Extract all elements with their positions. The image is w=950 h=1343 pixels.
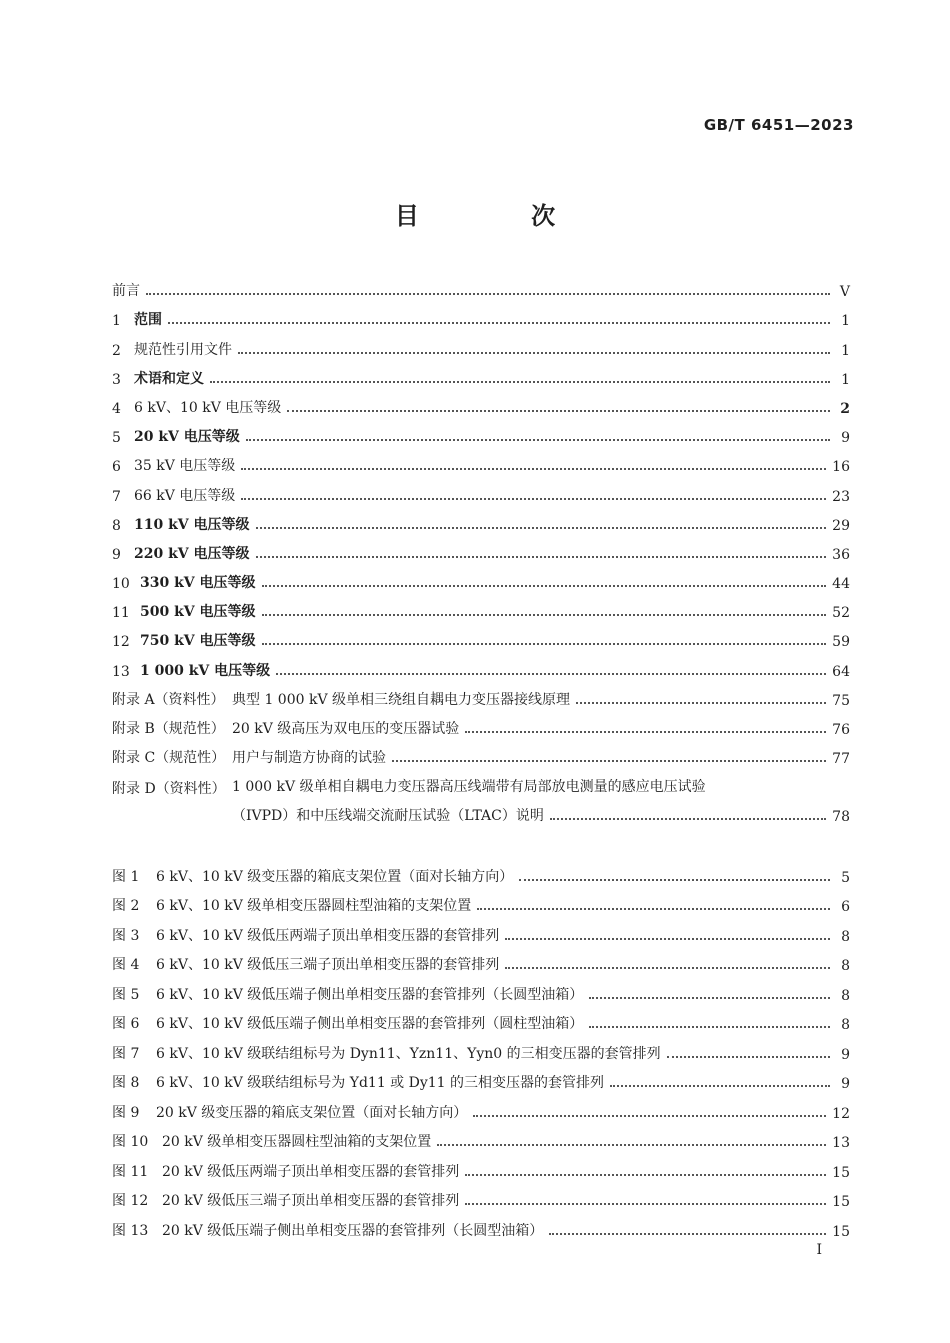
toc-entry-6[interactable]: [112, 446, 850, 475]
toc-entry-page: 44: [832, 576, 850, 593]
leader-dots: [473, 1115, 826, 1117]
leader-dots: [238, 352, 830, 354]
toc-entry-4[interactable]: [112, 388, 850, 417]
figure-label: 6 kV、10 kV 级联结组标号为 Dyn11、Yzn11、Yyn0 的三相变压器的套管排列: [156, 1045, 661, 1062]
toc-chapters: [112, 271, 850, 825]
figure-number: 图 8: [112, 1075, 140, 1091]
toc-entry-number: 3: [112, 371, 121, 388]
toc-entry-5[interactable]: [112, 417, 850, 446]
toc-entry-number: 6: [112, 459, 121, 476]
toc-entry-number: 7: [112, 488, 121, 505]
toc-entry-page: 16: [832, 459, 850, 476]
figure-page: 8: [841, 987, 850, 1004]
toc-entry-label: 220 kV 电压等级: [134, 545, 250, 562]
toc-entry-page: 1: [841, 313, 850, 330]
toc-figure-8[interactable]: [112, 1063, 850, 1093]
toc-appendix-c[interactable]: [112, 738, 850, 767]
figure-label: 6 kV、10 kV 级变压器的箱底支架位置（面对长轴方向）: [156, 868, 514, 885]
toc-entry-number: 8: [112, 517, 121, 534]
figure-page: 15: [832, 1164, 850, 1181]
figure-label: 6 kV、10 kV 级低压两端子顶出单相变压器的套管排列: [156, 927, 500, 944]
toc-entry-label: 术语和定义: [134, 370, 204, 387]
toc-entry-9[interactable]: [112, 534, 850, 563]
toc-appendix-b[interactable]: [112, 709, 850, 738]
document-code: GB/T 6451—2023: [703, 116, 854, 134]
leader-dots: [146, 293, 830, 295]
figure-label: 6 kV、10 kV 级联结组标号为 Yd11 或 Dy11 的三相变压器的套管排列: [156, 1075, 605, 1091]
figure-label: 20 kV 级低压两端子顶出单相变压器的套管排列: [162, 1163, 460, 1180]
appendix-number: 附录 C（规范性）: [112, 750, 226, 767]
toc-entry-number: 13: [112, 663, 130, 680]
appendix-label: 典型 1 000 kV 级单相三绕组自耦电力变压器接线原理: [232, 691, 571, 708]
leader-dots: [287, 410, 830, 412]
toc-entry-page: 52: [832, 605, 850, 622]
toc-entry-number: 11: [112, 605, 130, 622]
figure-number: 图 10: [112, 1134, 149, 1150]
leader-dots: [241, 468, 826, 470]
toc-figure-10[interactable]: [112, 1122, 850, 1152]
figure-page: 13: [832, 1135, 850, 1151]
leader-dots: [549, 1233, 826, 1235]
toc-entry-label: 20 kV 电压等级: [134, 429, 240, 446]
toc-entry-label: 6 kV、10 kV 电压等级: [134, 399, 282, 416]
appendix-page: 78: [832, 809, 850, 826]
toc-entry-1[interactable]: [112, 300, 850, 329]
leader-dots: [505, 967, 830, 969]
appendix-number: 附录 A（资料性）: [112, 691, 225, 708]
toc-figure-11[interactable]: [112, 1151, 850, 1181]
figure-number: 图 9: [112, 1104, 140, 1121]
figure-label: 6 kV、10 kV 级低压端子侧出单相变压器的套管排列（圆柱型油箱）: [156, 1016, 584, 1032]
appendix-label-continued: （IVPD）和中压线端交流耐压试验（LTAC）说明: [232, 808, 544, 825]
toc-entry-number: 9: [112, 546, 121, 563]
appendix-number: 附录 D（资料性）: [112, 781, 226, 798]
toc-entry-number: 12: [112, 634, 130, 651]
toc-entry-8[interactable]: [112, 505, 850, 534]
toc-figure-2[interactable]: [112, 886, 850, 916]
appendix-page: 76: [832, 722, 850, 738]
figure-label: 20 kV 级低压三端子顶出单相变压器的套管排列: [162, 1193, 460, 1209]
figure-page: 8: [841, 928, 850, 945]
figure-label: 20 kV 级单相变压器圆柱型油箱的支架位置: [162, 1134, 432, 1150]
figure-page: 15: [832, 1194, 850, 1210]
figure-page: 8: [841, 1017, 850, 1033]
toc-entry-3[interactable]: [112, 359, 850, 388]
toc-entry-7[interactable]: [112, 475, 850, 504]
appendix-label: 1 000 kV 级单相自耦电力变压器高压线端带有局部放电测量的感应电压试验: [232, 779, 706, 796]
appendix-label: 20 kV 级高压为双电压的变压器试验: [232, 721, 460, 737]
toc-entry-12[interactable]: [112, 621, 850, 650]
toc-figure-1[interactable]: [112, 856, 850, 886]
toc-entry-page: 64: [832, 663, 850, 680]
figure-number: 图 11: [112, 1163, 149, 1180]
toc-appendix-a[interactable]: [112, 680, 850, 709]
toc-entry-label: 1 000 kV 电压等级: [140, 662, 271, 679]
figure-page: 9: [841, 1076, 850, 1092]
figure-number: 图 4: [112, 957, 140, 973]
toc-figure-3[interactable]: [112, 915, 850, 945]
leader-dots: [210, 381, 830, 383]
toc-figure-7[interactable]: [112, 1033, 850, 1063]
figure-number: 图 12: [112, 1193, 149, 1209]
toc-entry-2[interactable]: [112, 329, 850, 358]
appendix-page: 77: [832, 751, 850, 768]
toc-figures: [112, 856, 850, 1240]
leader-dots: [256, 527, 827, 529]
leader-dots: [465, 1174, 826, 1176]
leader-dots: [168, 322, 830, 324]
leader-dots: [465, 731, 826, 733]
toc-entry-label: 范围: [134, 312, 162, 329]
figure-number: 图 7: [112, 1045, 140, 1062]
appendix-number: 附录 B（规范性）: [112, 721, 225, 737]
leader-dots: [241, 498, 826, 500]
toc-entry-page: V: [839, 284, 850, 301]
leader-dots: [589, 1026, 830, 1028]
figure-page: 5: [841, 869, 850, 886]
toc-entry-label: 750 kV 电压等级: [140, 633, 256, 650]
toc-figure-12[interactable]: [112, 1181, 850, 1211]
leader-dots: [262, 585, 827, 587]
figure-label: 6 kV、10 kV 级低压端子侧出单相变压器的套管排列（长圆型油箱）: [156, 986, 584, 1003]
page-number: I: [816, 1242, 822, 1258]
leader-dots: [589, 997, 830, 999]
figure-page: 8: [841, 958, 850, 974]
toc-entry-13[interactable]: [112, 650, 850, 679]
page-title: 目 次: [394, 202, 608, 230]
appendix-label: 用户与制造方协商的试验: [232, 750, 386, 767]
leader-dots: [519, 879, 830, 881]
toc-entry-label: 前言: [112, 283, 140, 300]
toc-figure-4[interactable]: [112, 945, 850, 975]
leader-dots: [392, 760, 826, 762]
leader-dots: [610, 1085, 830, 1087]
toc-entry-page: 1: [841, 371, 850, 388]
toc-entry-foreword[interactable]: [112, 271, 850, 300]
figure-number: 图 2: [112, 898, 140, 914]
figure-number: 图 3: [112, 927, 140, 944]
toc-entry-label: 66 kV 电压等级: [134, 487, 236, 504]
toc-entry-label: 330 kV 电压等级: [140, 575, 256, 592]
figure-label: 20 kV 级低压端子侧出单相变压器的套管排列（长圆型油箱）: [162, 1222, 544, 1239]
figure-number: 图 6: [112, 1016, 140, 1032]
toc-entry-page: 36: [832, 546, 850, 563]
figure-page: 12: [832, 1105, 850, 1122]
toc-entry-label: 35 kV 电压等级: [134, 458, 236, 475]
leader-dots: [256, 556, 827, 558]
figure-label: 20 kV 级变压器的箱底支架位置（面对长轴方向）: [156, 1104, 468, 1121]
toc-entry-number: 2: [112, 342, 121, 359]
toc-entry-page: 23: [832, 488, 850, 505]
leader-dots: [276, 673, 826, 675]
leader-dots: [262, 643, 827, 645]
leader-dots: [477, 908, 830, 910]
toc-entry-number: 10: [112, 576, 130, 593]
toc-figure-9[interactable]: [112, 1092, 850, 1122]
toc-entry-11[interactable]: [112, 592, 850, 621]
figure-number: 图 5: [112, 986, 140, 1003]
leader-dots: [437, 1144, 826, 1146]
toc-entry-10[interactable]: [112, 563, 850, 592]
toc-entry-page: 59: [832, 634, 850, 651]
toc-entry-page: 29: [832, 517, 850, 534]
toc-entry-page: 2: [840, 400, 850, 417]
leader-dots: [505, 938, 830, 940]
leader-dots: [550, 818, 826, 820]
leader-dots: [667, 1056, 830, 1058]
appendix-label-block: [232, 767, 850, 825]
leader-dots: [465, 1203, 826, 1205]
toc-entry-number: 4: [112, 400, 121, 417]
toc-entry-page: 9: [841, 430, 850, 447]
toc-entry-label: 规范性引用文件: [134, 341, 232, 358]
figure-label: 6 kV、10 kV 级单相变压器圆柱型油箱的支架位置: [156, 898, 472, 914]
toc-figure-5[interactable]: [112, 974, 850, 1004]
figure-label: 6 kV、10 kV 级低压三端子顶出单相变压器的套管排列: [156, 957, 500, 973]
toc-figure-13[interactable]: [112, 1210, 850, 1240]
toc-entry-label: 500 kV 电压等级: [140, 604, 256, 621]
leader-dots: [262, 614, 827, 616]
figure-page: 9: [841, 1046, 850, 1063]
figure-number: 图 13: [112, 1222, 149, 1239]
figure-page: 15: [832, 1223, 850, 1240]
toc-entry-number: 1: [112, 313, 121, 330]
leader-dots: [576, 702, 826, 704]
toc-entry-label: 110 kV 电压等级: [134, 516, 250, 533]
leader-dots: [246, 439, 830, 441]
toc-appendix-d[interactable]: [112, 767, 850, 825]
figure-number: 图 1: [112, 868, 140, 885]
toc-figure-6[interactable]: [112, 1004, 850, 1034]
figure-page: 6: [841, 899, 850, 915]
toc-entry-number: 5: [112, 430, 121, 447]
appendix-page: 75: [832, 692, 850, 709]
toc-entry-page: 1: [841, 342, 850, 359]
